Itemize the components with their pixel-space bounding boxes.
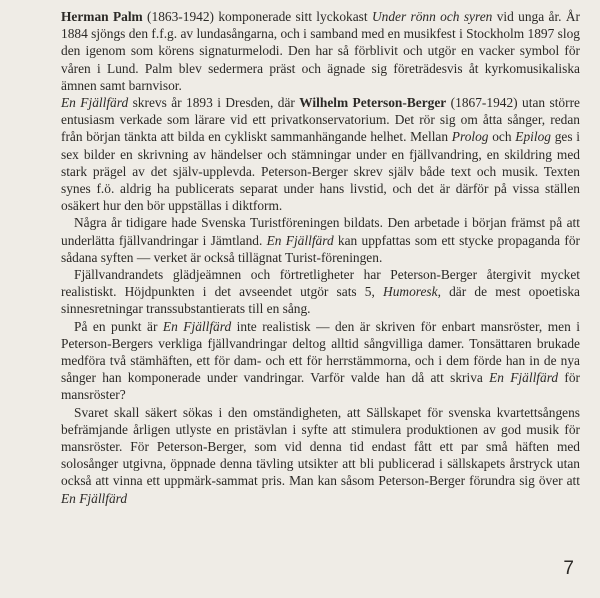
italic-run: En Fjällfärd [489, 370, 559, 386]
paragraph-realism [61, 266, 580, 318]
paragraph-prize-competition [61, 404, 580, 507]
text-run: (1867-1942) utan större entusiasm verkade som lärare vid ett privatkonservatorium. Det rör sig om åtta sånger, redan från början tänkta att bilda en cykliskt sammanhängande helhet. Mellan [61, 95, 580, 145]
page-number: 7 [563, 558, 574, 579]
paragraph-en-fjallfard-origin [61, 94, 580, 214]
text-run: kan uppfattas som ett stycke propaganda för sådana syften — verket är också tillägnat Turist-föreningen. [61, 232, 580, 265]
paragraph-turistforeningen [61, 214, 580, 266]
paragraph-herman-palm [61, 8, 580, 94]
italic-run: En Fjällfärd [61, 95, 129, 111]
text-run: Några år tidigare hade Svenska Turistföreningen bildats. Den arbetade i början främst på att underlätta fjällvandringar i Jämtland. [61, 215, 580, 248]
italic-run: Humoresk [383, 284, 438, 300]
text-run: Svaret skall säkert sökas i den omständigheten, att Sällskapet för svenska kvartettsångens befrämjande årligen utlyste en pristävlan i syfte att stimulera produktionen av god musik för mansröster. För Peterson-Berger, som vid denna tid endast fått ett par små häften med solosånger utgivna, öppnade denna tävling utsikter att bli publicerad i sällskapets årstryck utan också att vinna ett uppmärk-sammat pris. Man kan såsom Peterson-Berger förundra sig över att [61, 404, 580, 489]
italic-run: Epilog [515, 129, 551, 145]
text-run: , där de mest opoetiska sinnesretningar transsubstantierats till en sång. [61, 284, 580, 317]
text-run: Fjällvandrandets glädjeämnen och förtretligheter har Peterson-Berger återgivit mycket realistiskt. Höjdpunkten i det avseendet utgör sats 5, [61, 267, 580, 300]
text-run: På en punkt är [74, 318, 163, 334]
text-run: vid unga år. År 1884 sjöngs den f.f.g. av lundasångarna, och i samband med en musikfest i Stockholm 1897 slog den igenom som körens signaturmelodi. Den har så förblivit och utgör en vacker symbol för våren i Lund. Palm blev sedermera präst och ägnade sig företrädesvis åt kyrkomusikaliska ämnen samt barnvisor. [61, 9, 581, 93]
text-run: (1863-1942) komponerade sitt lyckokast [142, 9, 372, 24]
text-run: inte realistisk — den är skriven för enbart mansröster, men i Peterson-Bergers verkliga fjällvandringar deltog alltid sångvilliga damer. Tonsättaren brukade medföra två stämhäften, ett för dam- och ett för herrstämmorna, och i dem förde han in de nya sånger han komponerade under vandringar. Varför valde han då att skriva [61, 318, 580, 386]
text-run: skrevs år 1893 i Dresden, där [128, 95, 300, 111]
italic-run: Under rönn och syren [371, 9, 493, 24]
italic-run: Prolog [451, 129, 489, 145]
paragraph-male-voices [61, 318, 580, 404]
italic-run: En Fjällfärd [162, 318, 232, 334]
italic-run: En Fjällfärd [61, 490, 128, 506]
text-run: för mansröster? [61, 370, 580, 403]
text-run: och [488, 129, 516, 145]
bold-run: Wilhelm Peterson-Berger [299, 95, 447, 111]
text-run: ges i sex bilder en skrivning av händelser och stämningar under en fjällvandring, en skildring med stark prägel av det själv-upplevda. Peterson-Berger skrev själv både text och musik. Texten synes f.ö. aldrig ha publicerats separat under hans livstid, och det är därför på vissa ställen osäkert hur den bör uppställas i diktform. [61, 129, 581, 214]
bold-run: Herman Palm [61, 9, 143, 24]
italic-run: En Fjällfärd [266, 232, 334, 248]
